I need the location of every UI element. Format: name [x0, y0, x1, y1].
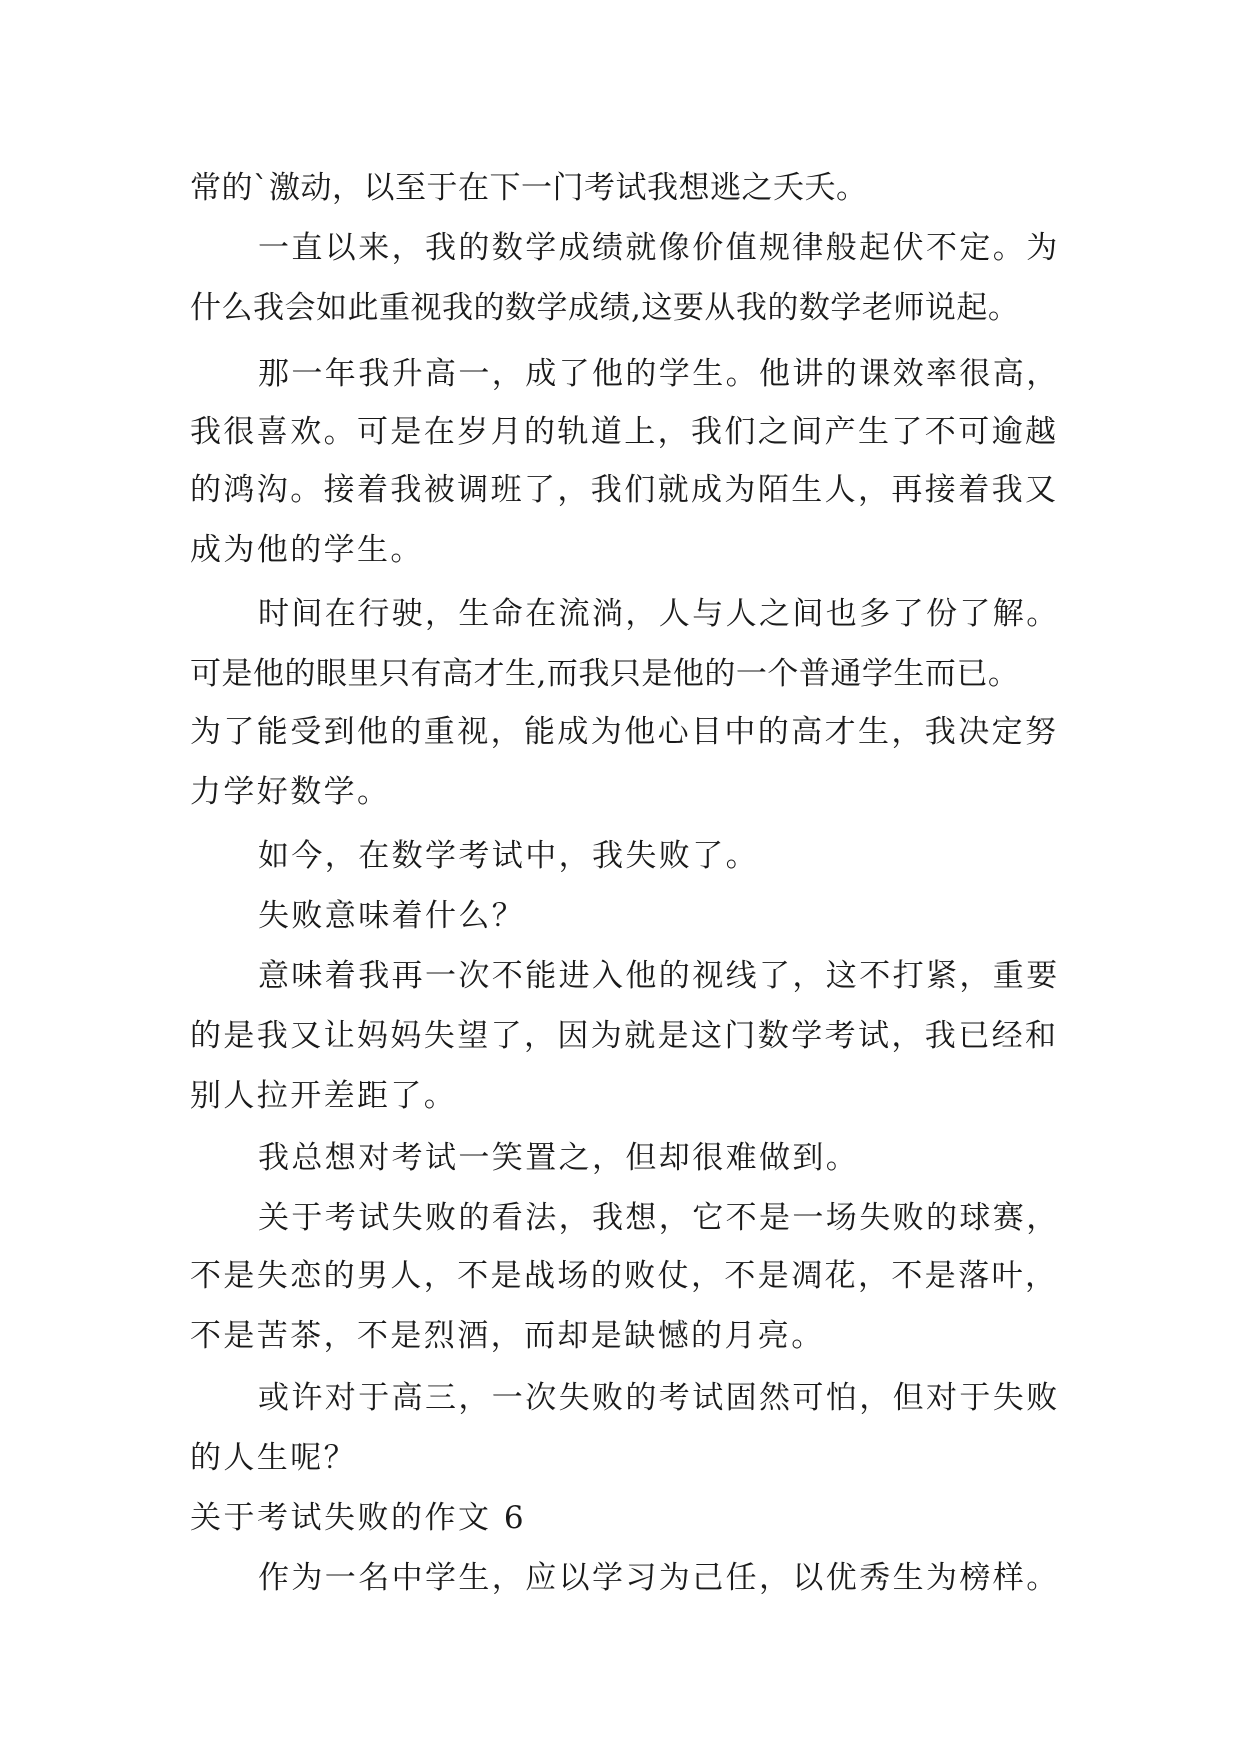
- text-line: 可是他的眼里只有高才生,而我只是他的一个普通学生而已。: [190, 656, 1020, 692]
- text-line: 什么我会如此重视我的数学成绩,这要从我的数学老师说起。: [190, 290, 1020, 326]
- text-line: 力学好数学。: [190, 774, 391, 810]
- section-heading: 关于考试失败的作文 6: [190, 1500, 527, 1536]
- text-line: 或许对于高三，一次失败的考试固然可怕，但对于失败: [258, 1380, 1060, 1416]
- text-line: 意味着我再一次不能进入他的视线了，这不打紧，重要: [258, 958, 1060, 994]
- text-line: 的人生呢？: [190, 1440, 357, 1476]
- text-line: 成为他的学生。: [190, 532, 424, 568]
- text-line: 不是苦茶，不是烈酒，而却是缺憾的月亮。: [190, 1318, 825, 1354]
- text-line: 不是失恋的男人，不是战场的败仗，不是凋花，不是落叶，: [190, 1258, 1059, 1294]
- text-line: 那一年我升高一，成了他的学生。他讲的课效率很高，: [258, 356, 1060, 392]
- text-line: 的是我又让妈妈失望了，因为就是这门数学考试，我已经和: [190, 1018, 1059, 1054]
- text-line: 别人拉开差距了。: [190, 1078, 458, 1114]
- text-line: 时间在行驶，生命在流淌，人与人之间也多了份了解。: [258, 596, 1060, 632]
- text-line: 如今，在数学考试中，我失败了。: [258, 838, 759, 874]
- text-line: 我总想对考试一笑置之，但却很难做到。: [258, 1140, 860, 1176]
- text-line: 一直以来，我的数学成绩就像价值规律般起伏不定。为: [258, 230, 1060, 266]
- text-line: 为了能受到他的重视，能成为他心目中的高才生，我决定努: [190, 714, 1059, 750]
- text-line: 我很喜欢。可是在岁月的轨道上，我们之间产生了不可逾越: [190, 414, 1059, 450]
- text-line: 作为一名中学生，应以学习为己任，以优秀生为榜样。: [258, 1560, 1060, 1596]
- text-line: 关于考试失败的看法，我想，它不是一场失败的球赛，: [258, 1200, 1060, 1236]
- text-line: 失败意味着什么？: [258, 898, 526, 934]
- text-line: 的鸿沟。接着我被调班了，我们就成为陌生人，再接着我又: [190, 472, 1059, 508]
- text-line: 常的`激动，以至于在下一门考试我想逃之夭夭。: [190, 170, 868, 206]
